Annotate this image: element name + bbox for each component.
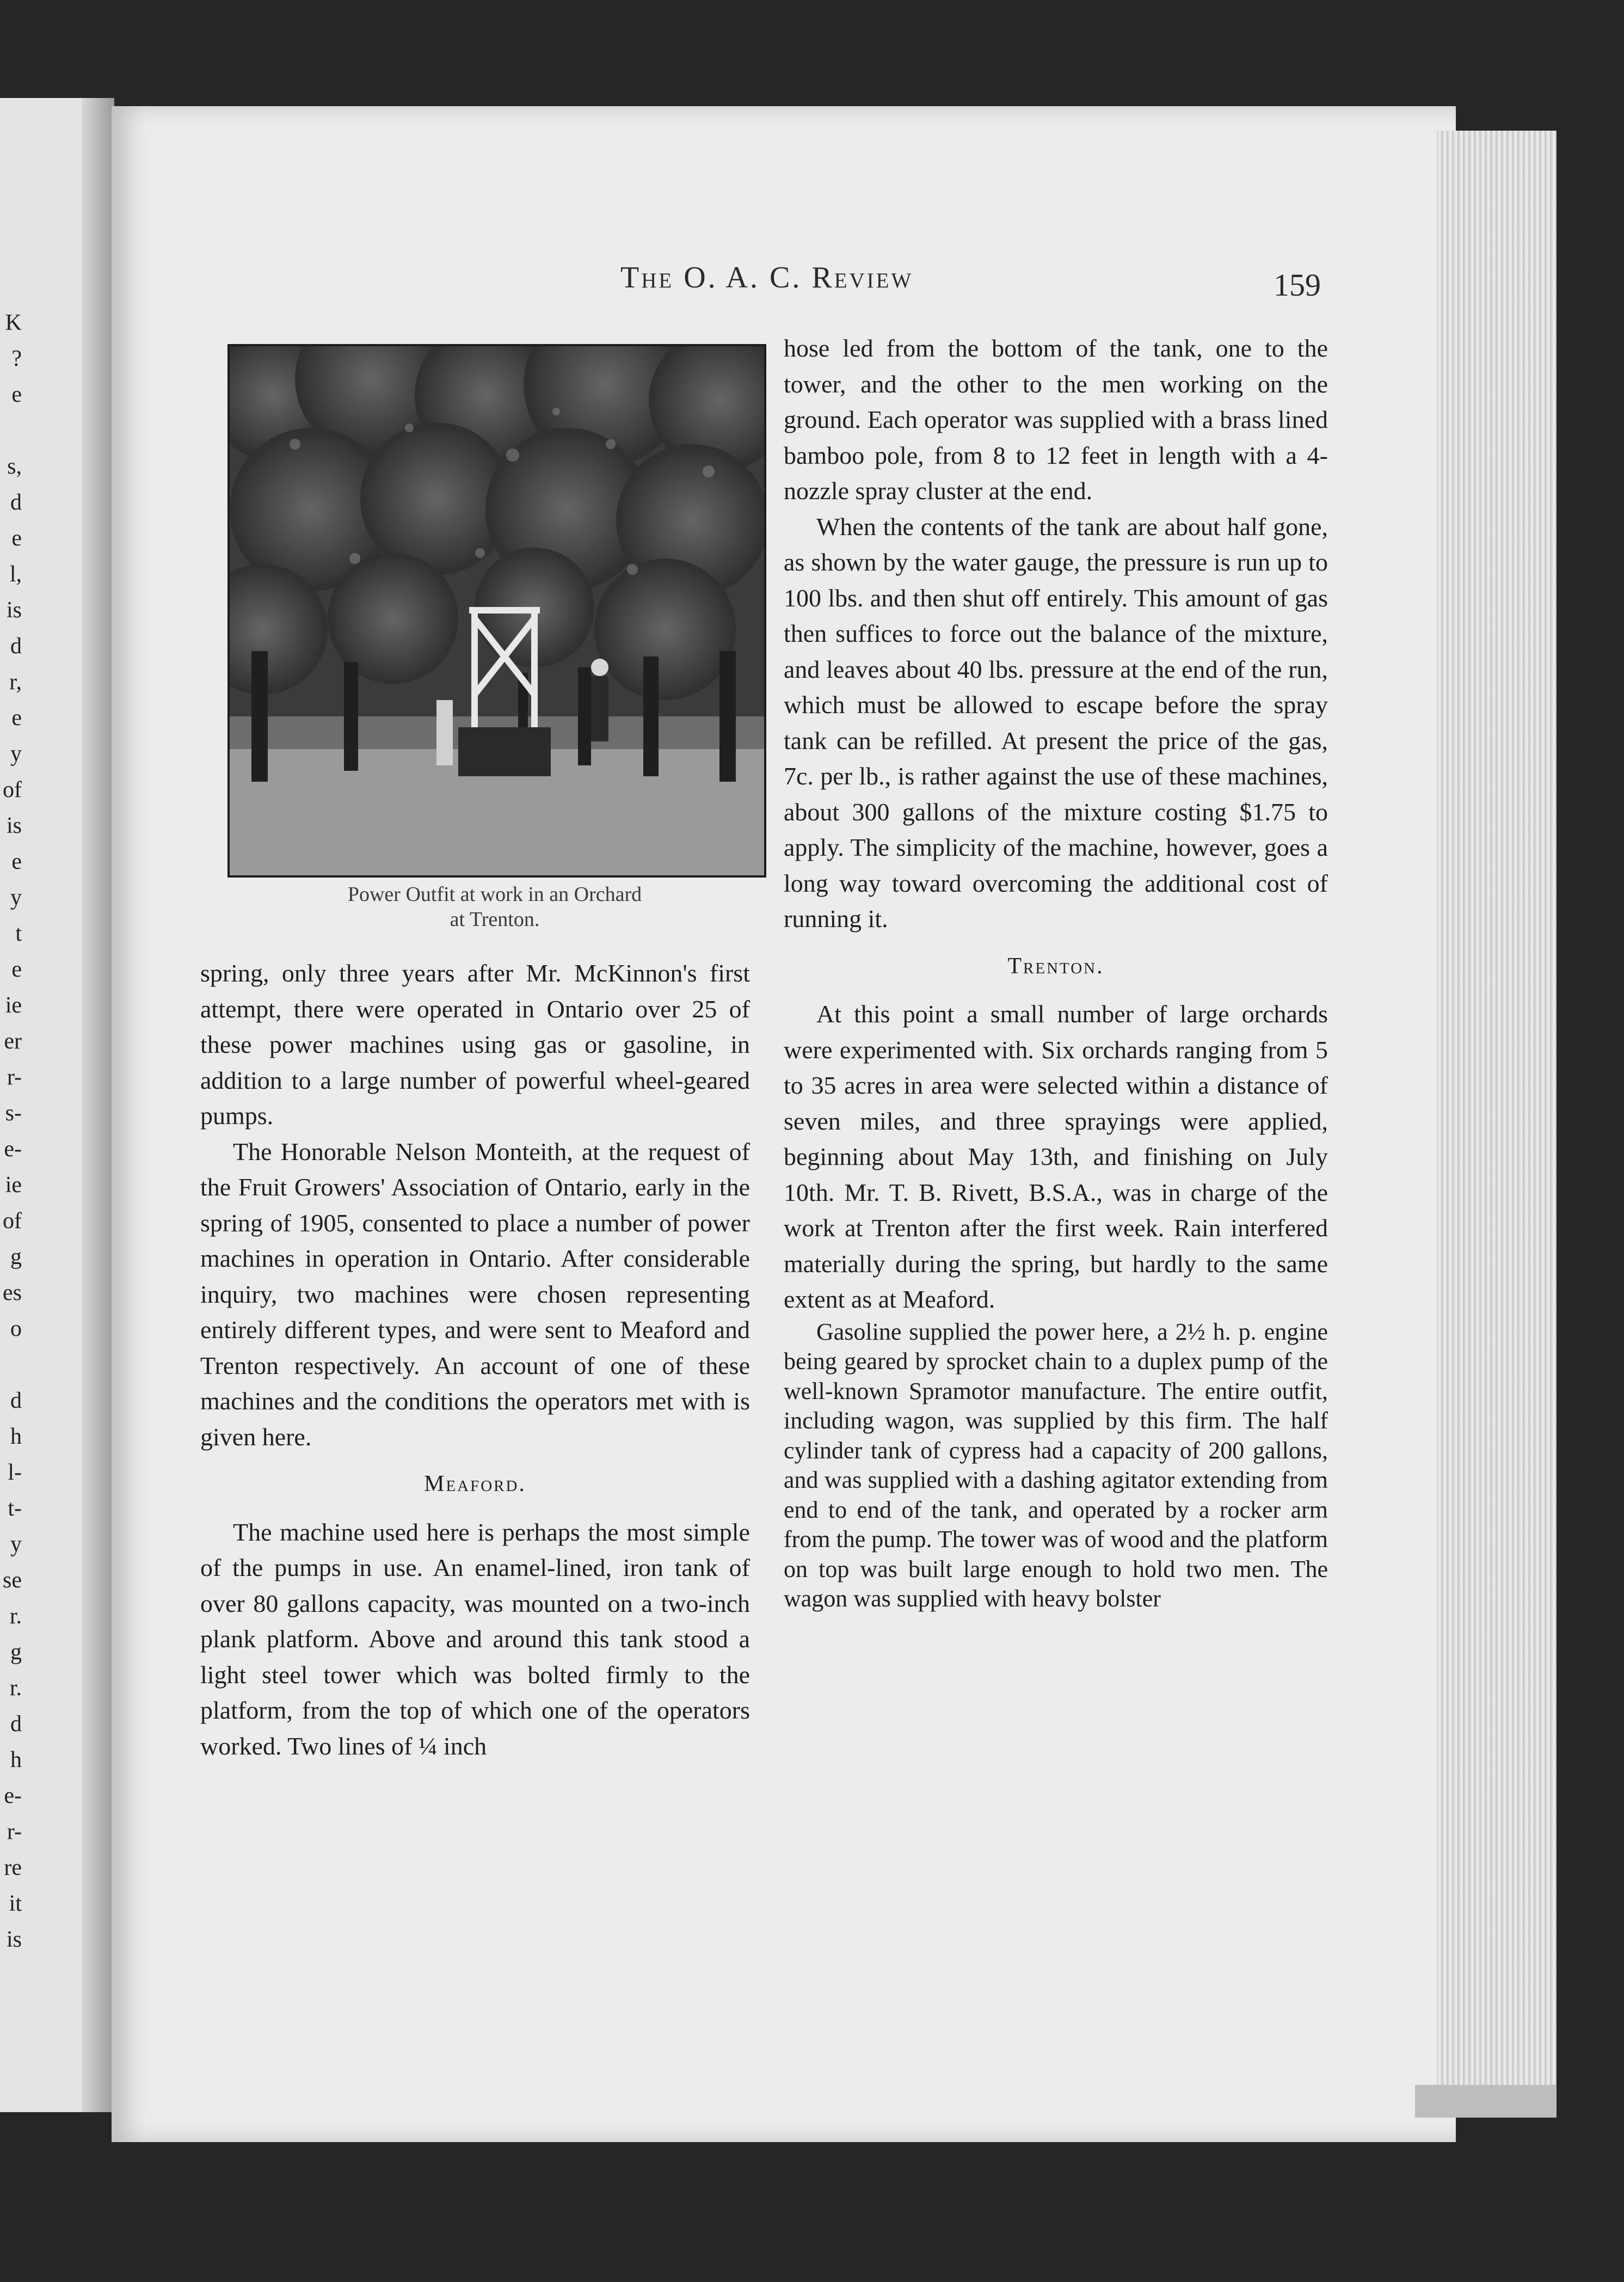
orchard-photo-image bbox=[230, 346, 764, 875]
edge-fragment: e- bbox=[4, 1137, 22, 1162]
edge-fragment: ? bbox=[11, 346, 22, 371]
book-gutter bbox=[82, 98, 114, 2112]
edge-fragment: ie bbox=[5, 993, 22, 1018]
section-heading-meaford: Meaford. bbox=[424, 1471, 526, 1496]
edge-fragment: e- bbox=[4, 1783, 22, 1808]
edge-fragment: se bbox=[3, 1568, 22, 1593]
edge-fragment: g bbox=[10, 1640, 22, 1665]
edge-fragment: r. bbox=[9, 1604, 22, 1629]
edge-fragment: re bbox=[4, 1855, 22, 1880]
edge-fragment: t- bbox=[8, 1496, 22, 1521]
caption-line: Power Outfit at work in an Orchard bbox=[347, 883, 642, 906]
edge-fragment bbox=[0, 413, 22, 449]
edge-fragment: l, bbox=[9, 562, 22, 587]
edge-fragment: d bbox=[10, 1711, 22, 1737]
page-number: 159 bbox=[1274, 267, 1321, 303]
running-head: The O. A. C. Review bbox=[620, 261, 914, 295]
edge-fragment: g bbox=[10, 1244, 22, 1269]
figure-caption bbox=[227, 882, 762, 932]
page-edges bbox=[1437, 131, 1557, 2101]
edge-fragment: of bbox=[3, 777, 22, 802]
paragraph: The Honorable Nelson Monteith, at the request of the Fruit Growers' Association of Ontario, early in the spring of 1905, consented to place a number of power machines in operation in Ontario. After considerable inquiry, two machines were chosen representing entirely different types, and were sent to Meaford and Trenton respectively. An account of one of these machines and the conditions the operators met with is given here. bbox=[200, 1137, 750, 1451]
paragraph: When the contents of the tank are about half gone, as shown by the water gauge, the pressure is run up to 100 lbs. and then shut off entirely. This amount of gas then suffices to force out the balance of the mixture, and leaves about 40 lbs. pressure at the end of the run, which must be allowed to escape before the spray tank can be refilled. At present the price of the gas, 7c. per lb., is rather against the use of these machines, about 300 gallons of the mixture costing $1.75 to apply. The simplicity of the machine, however, goes a long way toward overcoming the additional cost of running it. bbox=[784, 512, 1328, 933]
edge-fragment: e bbox=[11, 526, 22, 551]
edge-fragment: K bbox=[5, 310, 22, 335]
edge-fragment: d bbox=[10, 1388, 22, 1413]
edge-fragment: s, bbox=[7, 454, 22, 479]
edge-fragment: r- bbox=[7, 1065, 22, 1090]
edge-fragment: is bbox=[6, 598, 22, 623]
edge-fragment: is bbox=[6, 813, 22, 838]
edge-fragment: e bbox=[11, 706, 22, 731]
edge-fragment: r, bbox=[9, 670, 22, 695]
edge-fragment: is bbox=[6, 1927, 22, 1952]
edge-fragment: s- bbox=[5, 1101, 22, 1126]
paragraph: The machine used here is perhaps the most simple of the pumps in use. An enamel-lined, iron tank of over 80 gallons capacity, was mounted on a two-inch plank platform. Above and around this tank stood a light steel tower which was bolted firmly to the platform, from the top of which one of the operators worked. Two lines of ¼ inch bbox=[200, 1518, 750, 1760]
section-heading-trenton: Trenton. bbox=[1007, 953, 1104, 979]
edge-fragment: es bbox=[3, 1280, 22, 1305]
edge-fragment: d bbox=[10, 490, 22, 515]
edge-fragment: h bbox=[10, 1424, 22, 1449]
facing-page-edge-text bbox=[0, 305, 22, 1958]
edge-fragment: y bbox=[10, 741, 22, 766]
edge-fragment: r. bbox=[9, 1676, 22, 1701]
edge-fragment: r- bbox=[7, 1819, 22, 1844]
edge-fragment: t bbox=[15, 921, 22, 946]
edge-fragment: e bbox=[11, 849, 22, 874]
edge-fragment: y bbox=[10, 885, 22, 910]
paragraph: hose led from the bottom of the tank, one to the tower, and the other to the men working on the ground. Each operator was supplied with a brass lined bamboo pole, from 8 to 12 feet in length with a 4-nozzle spray cluster at the end. bbox=[784, 334, 1328, 505]
edge-fragment: er bbox=[4, 1029, 22, 1054]
right-text-column bbox=[784, 330, 1328, 1614]
orchard-photo bbox=[227, 344, 766, 878]
edge-fragment: h bbox=[10, 1747, 22, 1772]
left-text-column bbox=[200, 955, 750, 1764]
paragraph: spring, only three years after Mr. McKinnon's first attempt, there were operated in Ontario over 25 of these power machines using gas or gasoline, in addition to a large number of powerful wheel-geared pumps. bbox=[200, 959, 750, 1130]
edge-fragment: ie bbox=[5, 1173, 22, 1198]
edge-fragment: l- bbox=[8, 1460, 22, 1485]
edge-fragment: of bbox=[3, 1209, 22, 1234]
page-edges-bottom bbox=[1415, 2085, 1557, 2118]
edge-fragment: it bbox=[9, 1891, 22, 1916]
paragraph: Gasoline supplied the power here, a 2½ h. p. engine being geared by sprocket chain to a duplex pump of the well-known Spramotor manufacture. The entire outfit, including wagon, was supplied by this firm. The half cylinder tank of cypress had a capacity of 200 gallons, and was supplied with a dashing agitator extending from end to end of the tank, and operated by a rocker arm from the pump. The tower was of wood and the platform on top was built large enough to hold two men. The wagon was supplied with heavy bolster bbox=[784, 1318, 1328, 1612]
edge-fragment: y bbox=[10, 1532, 22, 1557]
paragraph: At this point a small number of large orchards were experimented with. Six orchards ranging from 5 to 35 acres in area were selected within a distance of seven miles, and three sprayings were applied, beginning about May 13th, and finishing on July 10th. Mr. T. B. Rivett, B.S.A., was in charge of the work at Trenton after the first week. Rain interfered materially during the spring, but hardly to the same extent as at Meaford. bbox=[784, 1000, 1328, 1313]
edge-fragment: e bbox=[11, 957, 22, 982]
edge-fragment bbox=[0, 1347, 22, 1383]
edge-fragment: d bbox=[10, 634, 22, 659]
caption-line: at Trenton. bbox=[450, 908, 540, 931]
edge-fragment: e bbox=[11, 382, 22, 407]
edge-fragment: o bbox=[10, 1316, 22, 1341]
